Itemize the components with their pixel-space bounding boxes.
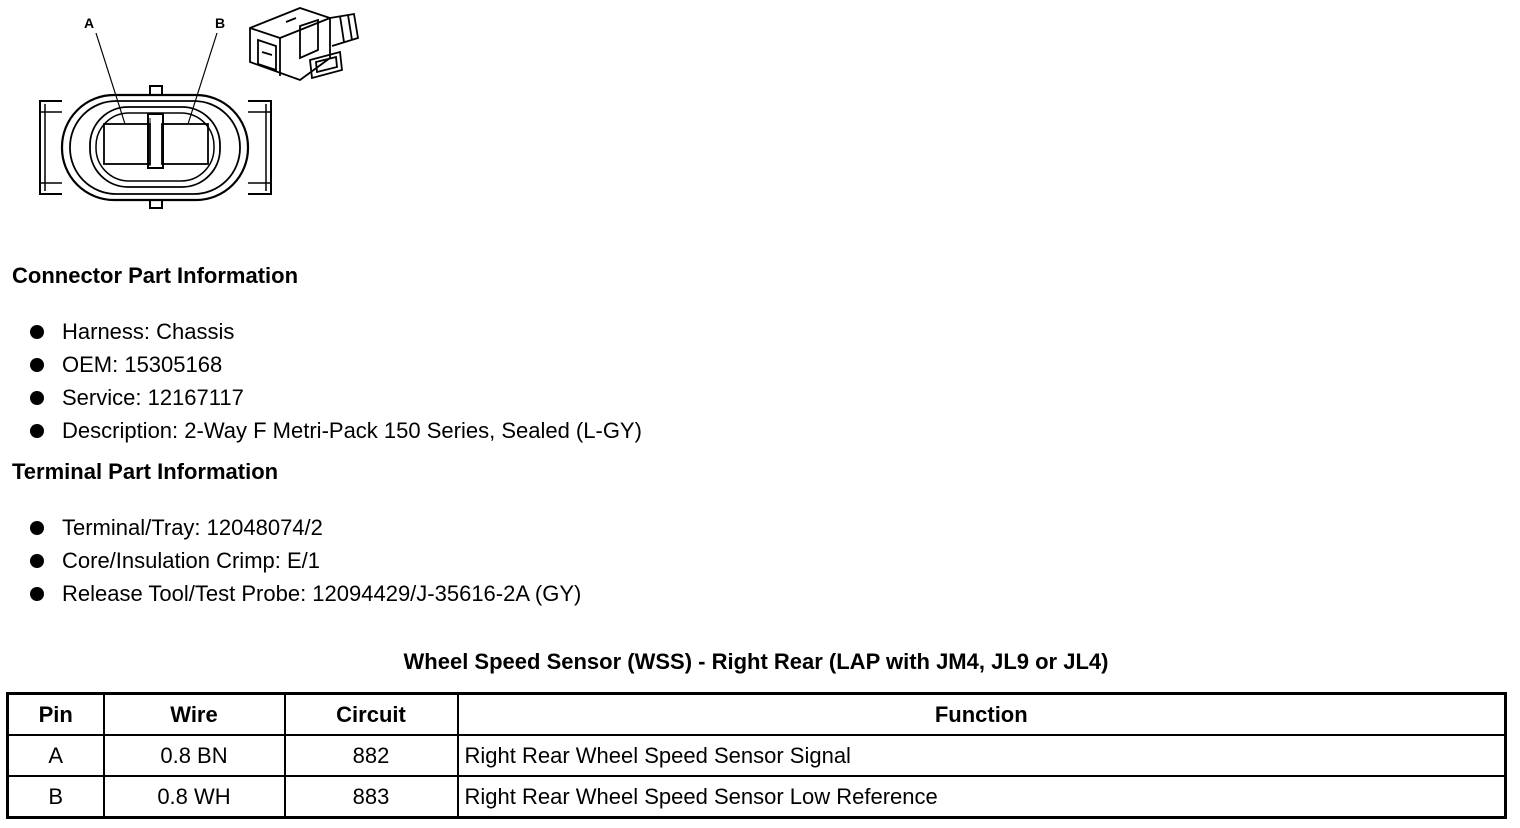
list-item-text: Description: 2-Way F Metri-Pack 150 Series, Sealed (L-GY) bbox=[62, 418, 642, 443]
list-item-text: Release Tool/Test Probe: 12094429/J-35616-2A (GY) bbox=[62, 581, 582, 606]
header-function: Function bbox=[458, 694, 1506, 736]
list-item bbox=[30, 547, 581, 580]
bullet-icon bbox=[30, 424, 44, 438]
list-item bbox=[30, 417, 642, 450]
header-pin: Pin bbox=[8, 694, 104, 736]
list-item bbox=[30, 580, 581, 613]
cell-function: Right Rear Wheel Speed Sensor Signal bbox=[458, 735, 1506, 776]
left-latch-tab bbox=[40, 101, 62, 194]
bullet-icon bbox=[30, 391, 44, 405]
list-item-text: OEM: 15305168 bbox=[62, 352, 223, 377]
list-item-text: Service: 12167117 bbox=[62, 385, 244, 410]
cell-wire: 0.8 WH bbox=[104, 776, 285, 818]
pin-label-a: A bbox=[84, 15, 95, 31]
right-latch-tab bbox=[248, 101, 271, 194]
cell-circuit: 883 bbox=[285, 776, 458, 818]
connector-info-list bbox=[30, 318, 642, 450]
cell-wire: 0.8 BN bbox=[104, 735, 285, 776]
pin-table bbox=[6, 692, 1507, 819]
top-key bbox=[150, 86, 162, 95]
list-item bbox=[30, 384, 642, 417]
list-item-text: Harness: Chassis bbox=[62, 319, 235, 344]
bullet-icon bbox=[30, 554, 44, 568]
header-wire: Wire bbox=[104, 694, 285, 736]
pin-table-title: Wheel Speed Sensor (WSS) - Right Rear (LAP with JM4, JL9 or JL4) bbox=[403, 649, 1109, 674]
terminal-info-list bbox=[30, 514, 581, 613]
leader-line-b bbox=[188, 33, 217, 124]
bullet-icon bbox=[30, 358, 44, 372]
bottom-key bbox=[150, 200, 162, 208]
cell-pin: B bbox=[8, 776, 104, 818]
connector-isometric-icon bbox=[250, 8, 358, 80]
bullet-icon bbox=[30, 325, 44, 339]
cavity-a bbox=[104, 124, 150, 164]
list-item bbox=[30, 351, 642, 384]
connector-diagram bbox=[0, 0, 380, 215]
table-row bbox=[8, 735, 1506, 776]
bullet-icon bbox=[30, 521, 44, 535]
pin-label-b: B bbox=[215, 15, 226, 31]
connector-info-heading: Connector Part Information bbox=[12, 263, 299, 288]
list-item-text: Core/Insulation Crimp: E/1 bbox=[62, 548, 320, 573]
table-row bbox=[8, 776, 1506, 818]
terminal-info-heading: Terminal Part Information bbox=[12, 459, 279, 484]
bullet-icon bbox=[30, 587, 44, 601]
list-item bbox=[30, 318, 642, 351]
cell-circuit: 882 bbox=[285, 735, 458, 776]
list-item bbox=[30, 514, 581, 547]
table-header-row bbox=[8, 694, 1506, 736]
cell-function: Right Rear Wheel Speed Sensor Low Reference bbox=[458, 776, 1506, 818]
header-circuit: Circuit bbox=[285, 694, 458, 736]
cavity-b bbox=[162, 124, 208, 164]
list-item-text: Terminal/Tray: 12048074/2 bbox=[62, 515, 323, 540]
cell-pin: A bbox=[8, 735, 104, 776]
